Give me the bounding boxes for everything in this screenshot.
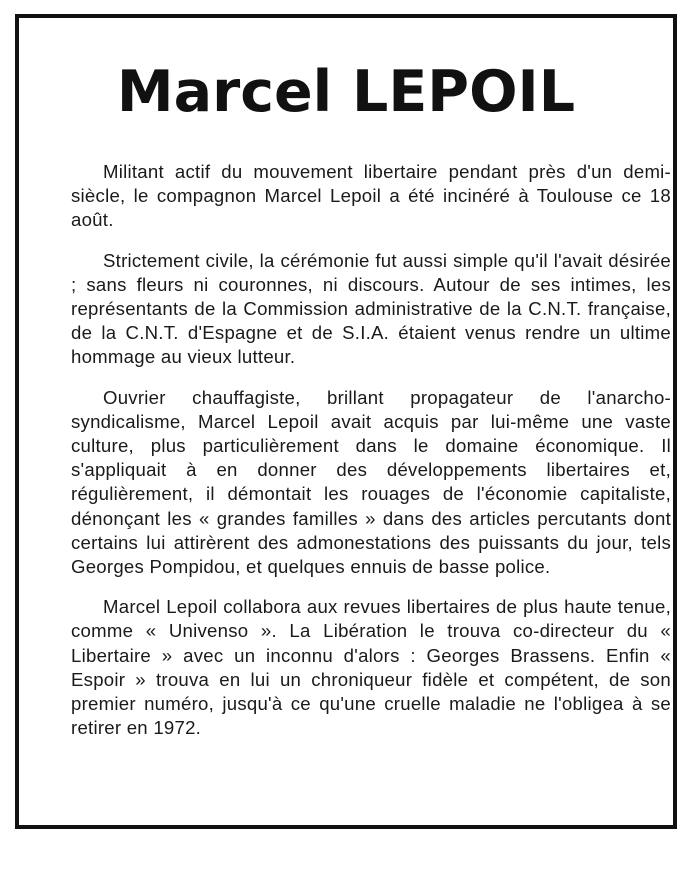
paragraph-4: Marcel Lepoil collabora aux revues libertaires de plus haute tenue, comme « Univenso ». La Libération le trouva co-directeur du « Libertaire » avec un inconnu d'alors : Georges Brassens. Enfin « Espoir » trouva en lui un chroniqueur fidèle et compétent, de son premier numéro, jusqu'à ce qu'une cruelle maladie ne l'obligea à se retirer en 1972. [71,596,671,739]
paragraph-2: Strictement civile, la cérémonie fut aussi simple qu'il l'avait désirée ; sans fleurs ni couronnes, ni discours. Autour de ses intimes, les représentants de la Commission administrative de la C.N.T. française, de la C.N.T. d'Espagne et de S.I.A. étaient venus rendre un ultime hommage au vieux lutteur. [71,249,671,368]
obituary-title: Marcel LEPOIL [116,59,576,125]
paragraph-3: Ouvrier chauffagiste, brillant propagateur de l'anarcho-syndicalisme, Marcel Lepoil avait acquis par lui-même une vaste culture, plus particulièrement dans le domaine économique. Il s'appliquait à en donner des développements libertaires et, régulièrement, il démontait les rouages de l'économie capitaliste, dénonçant les « grandes familles » dans des articles percutants dont certains lui attirèrent des admonestations des puissants du jour, tels Georges Pompidou, et quelques ennuis de basse police. [71,386,671,578]
paragraph-1: Militant actif du mouvement libertaire pendant près d'un demi-siècle, le compagnon Marcel Lepoil a été incinéré à Toulouse ce 18 août. [71,161,671,231]
obituary-frame [15,14,677,829]
obituary-body [71,160,671,740]
